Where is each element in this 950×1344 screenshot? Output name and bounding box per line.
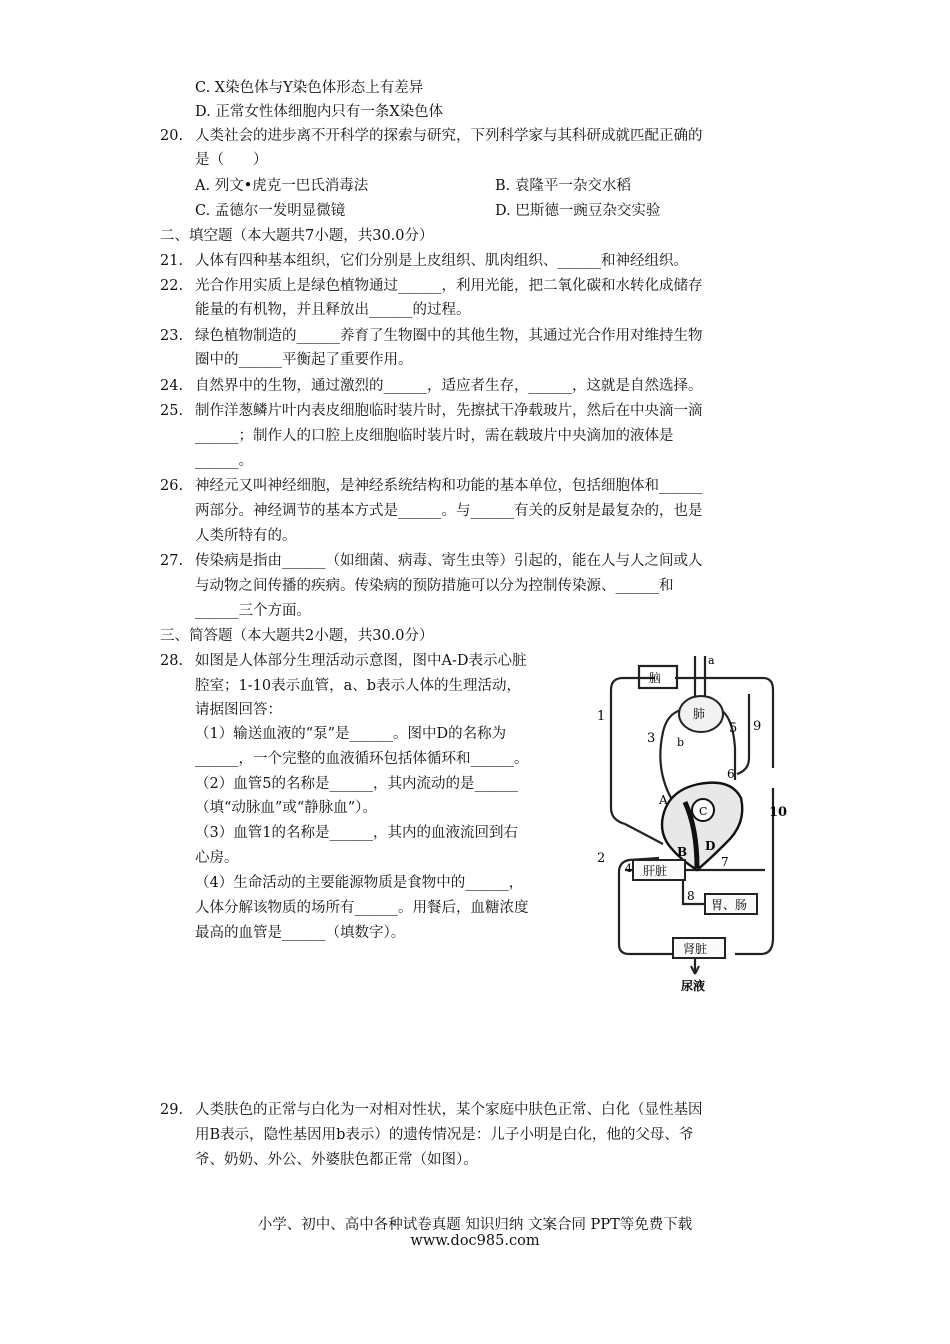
footer-url[interactable]: www.doc985.com (410, 1233, 540, 1249)
vessel-loop-left (611, 678, 663, 844)
q29-line2: 用B表示，隐性基因用b表示）的遗传情况是：儿子小明是白化，他的父母、爷 (195, 1127, 694, 1143)
q28-line: 如图是人体部分生理活动示意图，图中A-D表示心脏 (195, 653, 527, 669)
q22-line1: 光合作用实质上是绿色植物通过______，利用光能，把二氧化碳和水转化成储存 (195, 278, 703, 294)
q28-line: 腔室；1-10表示血管，a、b表示人体的生理活动， (195, 678, 522, 694)
circulation-diagram (585, 648, 788, 998)
vessel-label-9: 9 (753, 719, 762, 734)
q20-stem-line1: 人类社会的进步离不开科学的探索与研究，下列科学家与其科研成就匹配正确的 (195, 128, 703, 144)
q23-number: 23. (160, 328, 184, 344)
q25-line3: ______。 (195, 453, 253, 469)
q22-number: 22. (160, 278, 184, 294)
q28-line: （3）血管1的名称是______，其内的血液流回到右 (195, 825, 518, 841)
q25-line2: ______；制作人的口腔上皮细胞临时装片时，需在载玻片中央滴加的液体是 (195, 428, 674, 444)
q27-line3: ______三个方面。 (195, 603, 311, 619)
chamber-D: D (705, 839, 716, 853)
kidney-label: 肾脏 (683, 942, 708, 956)
chamber-A: A (659, 793, 668, 807)
vessel-label-2: 2 (597, 851, 606, 866)
q27-line2: 与动物之间传播的疾病。传染病的预防措施可以分为控制传染源、______和 (195, 578, 674, 594)
q26-number: 26. (160, 478, 184, 494)
q20-option-b: B. 袁隆平一杂交水稻 (495, 178, 631, 194)
vessel-3 (660, 710, 681, 798)
chamber-B: B (677, 845, 688, 859)
vessel-label-10: 10 (769, 805, 788, 820)
q28-line: 人体分解该物质的场所有______。用餐后，血糖浓度 (195, 900, 529, 916)
label-a: a (708, 654, 715, 667)
q29-line3: 爷、奶奶、外公、外婆肤色都正常（如图）。 (195, 1152, 478, 1168)
lung-label: 肺 (693, 707, 706, 721)
q28-number: 28. (160, 653, 184, 669)
q25-line1: 制作洋葱鳞片叶内表皮细胞临时装片时，先擦拭干净载玻片，然后在中央滴一滴 (195, 403, 703, 419)
liver-label: 肝脏 (643, 864, 668, 878)
q22-line2: 能量的有机物，并且释放出______的过程。 (195, 302, 471, 318)
vessel-label-8: 8 (687, 889, 695, 903)
brain-label: 脑 (649, 671, 662, 685)
q24-number: 24. (160, 378, 184, 394)
q28-line: ______，一个完整的血液循环包括体循环和______。 (195, 751, 529, 767)
vessel-9 (737, 694, 749, 774)
vessel-label-5: 5 (729, 721, 738, 736)
section-3-heading: 三、简答题（本大题共2小题，共30.0分） (160, 628, 434, 644)
q23-line1: 绿色植物制造的______养育了生物圈中的其他生物，其通过光合作用对维持生物 (195, 328, 703, 344)
vessel-label-7: 7 (721, 855, 729, 869)
heart-shape (662, 783, 742, 870)
q20-option-c: C. 孟德尔一发明显微镜 (195, 203, 346, 219)
q28-line: （4）生命活动的主要能源物质是食物中的______， (195, 875, 524, 891)
q26-line1: 神经元又叫神经细胞，是神经系统结构和功能的基本单位，包括细胞体和______ (195, 478, 703, 494)
footer-line1: 小学、初中、高中各种试卷真题 知识归纳 文案合同 PPT等免费下载 (257, 1217, 693, 1233)
q19-option-d: D. 正常女性体细胞内只有一条X染色体 (195, 104, 444, 120)
vessel-label-1: 1 (597, 709, 606, 724)
q23-line2: 圈中的______平衡起了重要作用。 (195, 352, 413, 368)
q26-line3: 人类所特有的。 (195, 528, 297, 544)
q21-line1: 人体有四种基本组织，它们分别是上皮组织、肌肉组织、______和神经组织。 (195, 253, 688, 269)
vessel-label-3: 3 (647, 731, 656, 746)
q27-number: 27. (160, 553, 184, 569)
q25-number: 25. (160, 403, 184, 419)
urine-label: 尿液 (681, 979, 706, 993)
q24-line1: 自然界中的生物，通过激烈的______，适应者生存，______，这就是自然选择。 (195, 378, 703, 394)
vessel-label-4: 4 (625, 862, 632, 875)
label-b: b (677, 736, 685, 749)
q27-line1: 传染病是指由______（如细菌、病毒、寄生虫等）引起的，能在人与人之间或人 (195, 553, 703, 569)
q28-line: （填“动脉血”或“静脉血”）。 (195, 800, 377, 816)
q21-number: 21. (160, 253, 184, 269)
q20-option-a: A. 列文•虎克一巴氏消毒法 (195, 178, 369, 194)
q26-line2: 两部分。神经调节的基本方式是______。与______有关的反射是最复杂的，也是 (195, 503, 703, 519)
q20-option-d: D. 巴斯德一豌豆杂交实验 (495, 203, 661, 219)
vessel-label-6: 6 (727, 767, 735, 781)
q28-line: （2）血管5的名称是______，其内流动的是______ (195, 776, 518, 792)
q28-line: 心房。 (195, 850, 239, 866)
q19-option-c: C. X染色体与Y染色体形态上有差异 (195, 80, 424, 96)
q28-line: 最高的血管是______（填数字）。 (195, 925, 406, 941)
q28-line: （1）输送血液的“泵”是______。图中D的名称为 (195, 726, 507, 742)
stomach-label: 胃、肠 (711, 898, 748, 912)
section-2-heading: 二、填空题（本大题共7小题，共30.0分） (160, 228, 434, 244)
q29-line1: 人类肤色的正常与白化为一对相对性状，某个家庭中肤色正常、白化（显性基因 (195, 1102, 703, 1118)
q20-stem-line2: 是（ ） (195, 152, 268, 168)
chamber-C: C (699, 805, 708, 818)
q28-line: 请据图回答： (195, 702, 282, 718)
q20-number: 20. (160, 128, 184, 144)
q29-number: 29. (160, 1102, 184, 1118)
